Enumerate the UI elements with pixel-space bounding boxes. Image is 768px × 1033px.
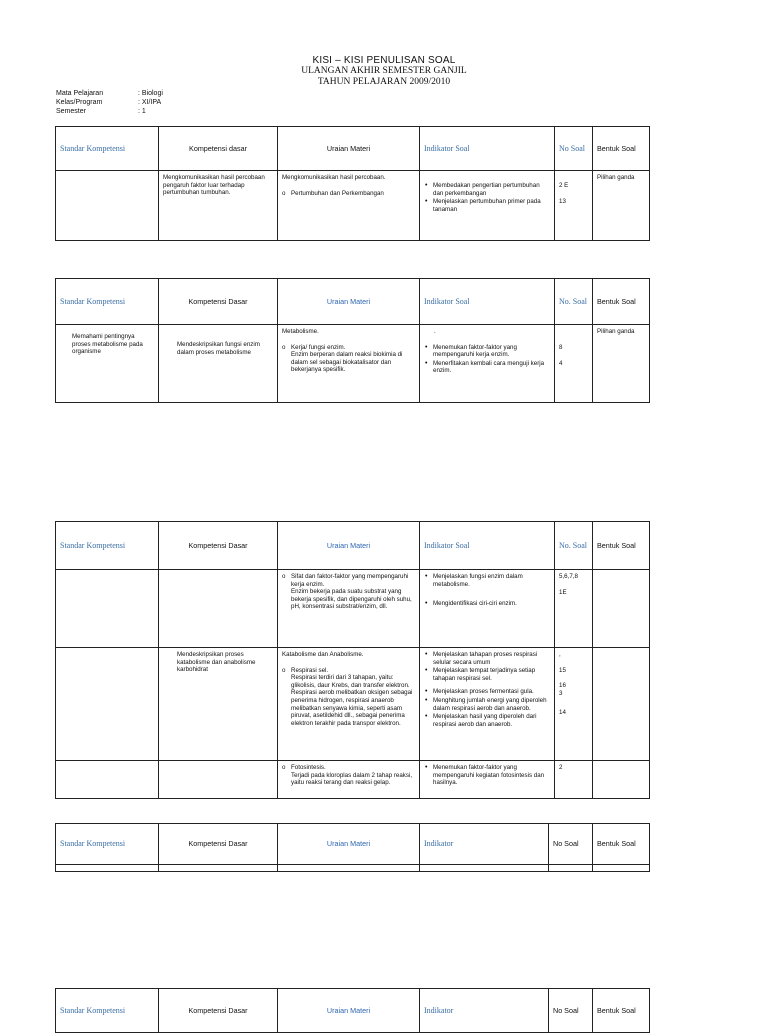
table-header-row [56,989,650,1033]
meta-row [56,98,163,107]
indikator-dot: . [434,328,436,335]
document-title: KISI – KISI PENULISAN SOAL [312,55,456,66]
no-soal-value: , [559,651,561,658]
kisi-table-2 [55,278,650,403]
cell-indikator [420,325,555,403]
cell-no-soal [555,761,593,799]
indikator-item: • Menerfitakan kembali cara menguji kerja enzim. [433,360,550,375]
cell-uraian-materi [278,761,420,799]
header-standar-kompetensi: Standar Kompetensi [56,824,159,865]
cell-no-soal [555,325,593,403]
materi-item-text: Fotosintesis. [291,764,326,771]
materi-description: Terjadi pada kloroplas dalam 2 tahap reaksi, yaitu reaksi terang dan reaksi gelap. [291,771,413,787]
header-no-soal: No Soal [549,989,593,1033]
no-soal-value: 5,6,7,8 [559,573,578,580]
table-row [56,648,650,761]
header-indikator-soal: Indikator Soal [420,522,555,570]
materi-item: o Sifat dan faktor-faktor yang mempengaruhi kerja enzim. [282,573,415,588]
table-header-row [56,824,650,865]
header-standar-kompetensi: Standar Kompetensi [56,279,159,325]
indikator-list [424,344,550,375]
header-indikator-soal: Indikator Soal [420,279,555,325]
indikator-item: • Menemukan faktor-faktor yang mempengaruhi kegiatan fotosintesis dan hasilnya. [433,764,550,787]
materi-item: o Respirasi sel. [282,666,329,674]
materi-description: Respirasi terdiri dari 3 tahapan, yaitu: glikolisis, daur Krebs, dan transfer elektron. Respirasi aerob melibatkan oksigen sebagai penerima hidrogen, respirasi anaerob melibatkan senyawa kimia, seperti asam piruvat, asetildehid dll., sebagai penerima elektron terakhir pada transpor elektron. [291,674,413,727]
header-bentuk-soal: Bentuk Soal [593,522,650,570]
indikator-item: • Menjelaskan pertumbuhan primer pada tanaman [433,198,550,213]
no-soal-value: 2 [559,764,563,771]
indikator-item: • Mengidentifikasi ciri-ciri enzim. [433,600,550,608]
header-indikator-soal: Indikator Soal [420,127,555,171]
header-uraian-materi: Uraian Materi [278,127,420,171]
cell-empty [420,865,549,872]
materi-description: Enzim bekerja pada suatu substrat yang bekerja spesifik, dan dipengaruhi oleh suhu, pH, konsentrasi substrat/enzim, dll. [291,588,412,611]
cell-no-soal [555,570,593,648]
header-bentuk-soal: Bentuk Soal [593,824,650,865]
table-row [56,761,650,799]
no-soal-value: 16 [559,682,566,690]
header-standar-kompetensi: Standar Kompetensi [56,522,159,570]
header-no-soal: No. Soal [555,279,593,325]
table-header-row [56,279,650,325]
cell-bentuk-soal [593,761,650,799]
table-header-row [56,522,650,570]
cell-no-soal [555,171,593,241]
indikator-item: • Menghitung jumlah energi yang diperoleh dalam respirasi aerob dan anaerob. [433,697,550,712]
cell-empty [56,865,159,872]
meta-value: : Biologi [138,90,163,97]
materi-item-text: Respirasi sel. [291,666,329,674]
header-kompetensi-dasar: Kompetensi Dasar [159,824,278,865]
header-kompetensi-dasar: Kompetensi Dasar [159,279,278,325]
cell-standar-kompetensi [56,171,159,241]
indikator-list [424,573,550,608]
indikator-item: • Menjelaskan hasil yang diperoleh dari respirasi aerob dan anaerob. [433,713,550,728]
header-standar-kompetensi: Standar Kompetensi [56,127,159,171]
meta-value: : XI/IPA [138,99,162,106]
meta-label: Mata Pelajaran [56,90,104,97]
materi-item-text: Kerja/ fungsi enzim. [291,343,346,351]
table-row [56,325,650,403]
indikator-item: • Menjelaskan proses fermentasi gula. [433,688,550,696]
cell-kompetensi-dasar [159,761,278,799]
materi-title: Katabolisme dan Anabolisme. [282,651,364,658]
cell-standar-kompetensi [56,761,159,799]
materi-item-text: Pertumbuhan dan Perkembangan [291,189,384,197]
table-row [56,171,650,241]
materi-title: Metabolisme. [282,328,319,335]
table-header-row [56,127,650,171]
indikator-item: • Menemukan faktor-faktor yang mempengaruhi kerja enzim. [433,344,550,359]
indikator-list [424,651,550,728]
table-row [56,570,650,648]
no-soal-value: 8 [559,344,563,351]
cell-indikator [420,171,555,241]
indikator-item: • Menjelaskan tempat terjadinya setiap tahapan respirasi sel. [433,667,550,682]
cell-uraian-materi [278,171,420,241]
indikator-list [424,182,550,213]
no-soal-value: 2 E [559,182,569,189]
no-soal-value: 14 [559,709,566,717]
materi-item: o Kerja/ fungsi enzim. [282,343,346,351]
header-kompetensi-dasar: Kompetensi Dasar [159,989,278,1033]
header-indikator: Indikator [420,989,549,1033]
meta-row [56,107,163,116]
cell-empty [159,865,278,872]
materi-title: Mengkomunikasikan hasil percobaan. [282,174,386,181]
materi-item: o Fotosintesis. [282,764,326,771]
no-soal-value: 15 [559,666,566,674]
cell-indikator [420,570,555,648]
header-uraian-materi: Uraian Materi [278,522,420,570]
cell-bentuk-soal: Pilihan ganda [593,171,650,241]
cell-empty [278,865,420,872]
cell-kompetensi-dasar: Mendeskripsikan proses katabolisme dan anabolisme karbohidrat [159,648,278,761]
header-no-soal: No. Soal [555,522,593,570]
table-row [56,865,650,872]
document-header [0,55,768,88]
cell-bentuk-soal [593,570,650,648]
materi-item: o Pertumbuhan dan Perkembangan [282,189,384,197]
document-meta [56,89,163,116]
kisi-table-5 [55,988,650,1033]
kisi-table-3 [55,521,650,799]
header-no-soal: No Soal [555,127,593,171]
indikator-item: • Membedakan pengertian pertumbuhan dan perkembangan [433,182,550,197]
cell-kompetensi-dasar: Mengkomunikasikan hasil percobaan pengaruh faktor luar terhadap pertumbuhan tumbuhan. [159,171,278,241]
header-bentuk-soal: Bentuk Soal [593,989,650,1033]
cell-bentuk-soal [593,648,650,761]
meta-label: Kelas/Program [56,99,103,106]
kisi-table-1 [55,126,650,241]
header-kompetensi-dasar: Kompetensi dasar [159,127,278,171]
header-bentuk-soal: Bentuk Soal [593,127,650,171]
cell-uraian-materi [278,648,420,761]
no-soal-value: 3 [559,689,563,697]
cell-no-soal [555,648,593,761]
cell-kompetensi-dasar: Mendeskripsikan fungsi enzim dalam proses metabolisme [159,325,278,403]
document-year: TAHUN PELAJARAN 2009/2010 [317,77,451,87]
meta-label: Semester [56,108,86,115]
materi-item-text: Sifat dan faktor-faktor yang mempengaruhi kerja enzim. [291,573,409,588]
cell-standar-kompetensi [56,570,159,648]
cell-empty [549,865,593,872]
header-kompetensi-dasar: Kompetensi Dasar [159,522,278,570]
meta-value: : 1 [138,108,146,115]
cell-uraian-materi [278,570,420,648]
cell-bentuk-soal: Pilihan ganda [593,325,650,403]
indikator-item: • Menjelaskan tahapan proses respirasi selular secara umum [433,651,550,666]
cell-kompetensi-dasar [159,570,278,648]
document-subtitle: ULANGAN AKHIR SEMESTER GANJIL [301,66,467,76]
cell-indikator [420,761,555,799]
kisi-table-4 [55,823,650,872]
no-soal-value: 4 [559,359,563,367]
no-soal-value: 13 [559,197,566,205]
cell-standar-kompetensi: Memahami pentingnya proses metabolisme pada organisme [56,325,159,403]
no-soal-value: 1E [559,588,567,596]
header-no-soal: No Soal [549,824,593,865]
header-indikator: Indikator [420,824,549,865]
cell-empty [593,865,650,872]
cell-standar-kompetensi [56,648,159,761]
materi-description: Enzim berperan dalam reaksi biokimia di dalam sel sebagai biokatalisator dan bekerjanya spesifik. [291,351,403,374]
header-uraian-materi: Uraian Materi [278,824,420,865]
indikator-item: • Menjelaskan fungsi enzim dalam metabolisme. [433,573,550,588]
header-standar-kompetensi: Standar Kompetensi [56,989,159,1033]
header-uraian-materi: Uraian Materi [278,989,420,1033]
cell-indikator [420,648,555,761]
indikator-list [424,764,550,787]
cell-uraian-materi [278,325,420,403]
header-bentuk-soal: Bentuk Soal [593,279,650,325]
meta-row [56,89,163,98]
header-uraian-materi: Uraian Materi [278,279,420,325]
